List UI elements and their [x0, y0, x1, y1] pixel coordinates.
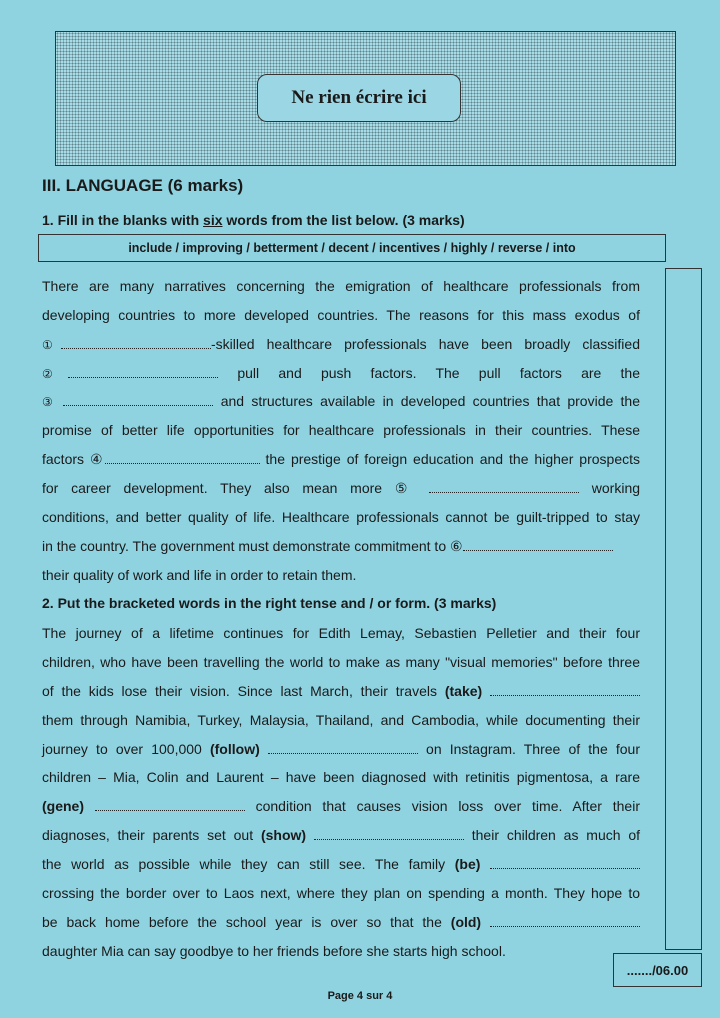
- q1-line-10: in the country. The government must demonstrate commitment to ⑥: [42, 537, 640, 555]
- q2-line-3: of the kids lose their vision. Since last March, their travels (take): [42, 682, 640, 700]
- blank-1[interactable]: [61, 337, 211, 349]
- blank-be[interactable]: [490, 857, 640, 869]
- q2-line-10: crossing the border over to Laos next, where they plan on spending a month. They hope to: [42, 885, 640, 901]
- q1-line-5: ③ and structures available in developed countries that provide the: [42, 393, 641, 409]
- blank-3[interactable]: [63, 394, 213, 406]
- score-box: ......./06.00: [613, 953, 702, 987]
- blank-4[interactable]: [105, 452, 260, 464]
- page-number: Page 4 sur 4: [327, 990, 393, 1002]
- blank-gene[interactable]: [95, 799, 245, 811]
- no-write-label: Ne rien écrire ici: [257, 74, 461, 122]
- q1-line-3: ① -skilled healthcare professionals have been broadly classified: [42, 336, 640, 352]
- q1-line-11: their quality of work and life in order to retain them.: [42, 567, 357, 583]
- q1-line-4: ② pull and push factors. The pull factors are the: [42, 365, 640, 381]
- question-1-title: 1. Fill in the blanks with six words from the list below. (3 marks): [42, 212, 465, 228]
- q2-line-9: the world as possible while they can still see. The family (be): [42, 855, 640, 873]
- blank-old[interactable]: [490, 915, 640, 927]
- question-2-title: 2. Put the bracketed words in the right tense and / or form. (3 marks): [42, 595, 497, 611]
- word-list-box: include / improving / betterment / decent / incentives / highly / reverse / into: [38, 234, 666, 262]
- blank-2[interactable]: [68, 366, 218, 378]
- q2-line-12: daughter Mia can say goodbye to her friends before she starts high school.: [42, 943, 506, 959]
- blank-follow[interactable]: [268, 742, 418, 754]
- q1-line-8: for career development. They also mean more ⑤ working: [42, 480, 641, 496]
- blank-take[interactable]: [490, 684, 640, 696]
- q2-line-4: them through Namibia, Turkey, Malaysia, Thailand, and Cambodia, while documenting their: [42, 712, 640, 728]
- q2-line-5: journey to over 100,000 (follow) on Instagram. Three of the four: [42, 741, 640, 757]
- q2-line-6: children – Mia, Colin and Laurent – have been diagnosed with retinitis pigmentosa, a rare: [42, 769, 640, 785]
- margin-box: [665, 268, 702, 950]
- section-title: III. LANGUAGE (6 marks): [42, 176, 244, 195]
- q2-line-2: children, who have been travelling the world to make as many "visual memories" before three: [42, 654, 640, 670]
- blank-show[interactable]: [314, 828, 464, 840]
- q1-line-2: developing countries to more developed countries. The reasons for this mass exodus of: [42, 307, 640, 323]
- q1-line-7: factors ④ the prestige of foreign education and the higher prospects: [42, 451, 640, 467]
- q2-line-1: The journey of a lifetime continues for Edith Lemay, Sebastien Pelletier and their four: [42, 625, 640, 641]
- blank-5[interactable]: [429, 481, 579, 493]
- q2-line-8: diagnoses, their parents set out (show) their children as much of: [42, 827, 641, 843]
- q1-line-9: conditions, and better quality of life. Healthcare professionals cannot be guilt-tripped to stay: [42, 509, 640, 525]
- q2-line-7: (gene) condition that causes vision loss over time. After their: [42, 798, 640, 814]
- q1-line-1: There are many narratives concerning the emigration of healthcare professionals from: [42, 278, 640, 294]
- q1-line-6: promise of better life opportunities for healthcare professionals in their countries. These: [42, 422, 640, 438]
- q2-line-11: be back home before the school year is over so that the (old): [42, 913, 640, 931]
- blank-6[interactable]: [463, 539, 613, 551]
